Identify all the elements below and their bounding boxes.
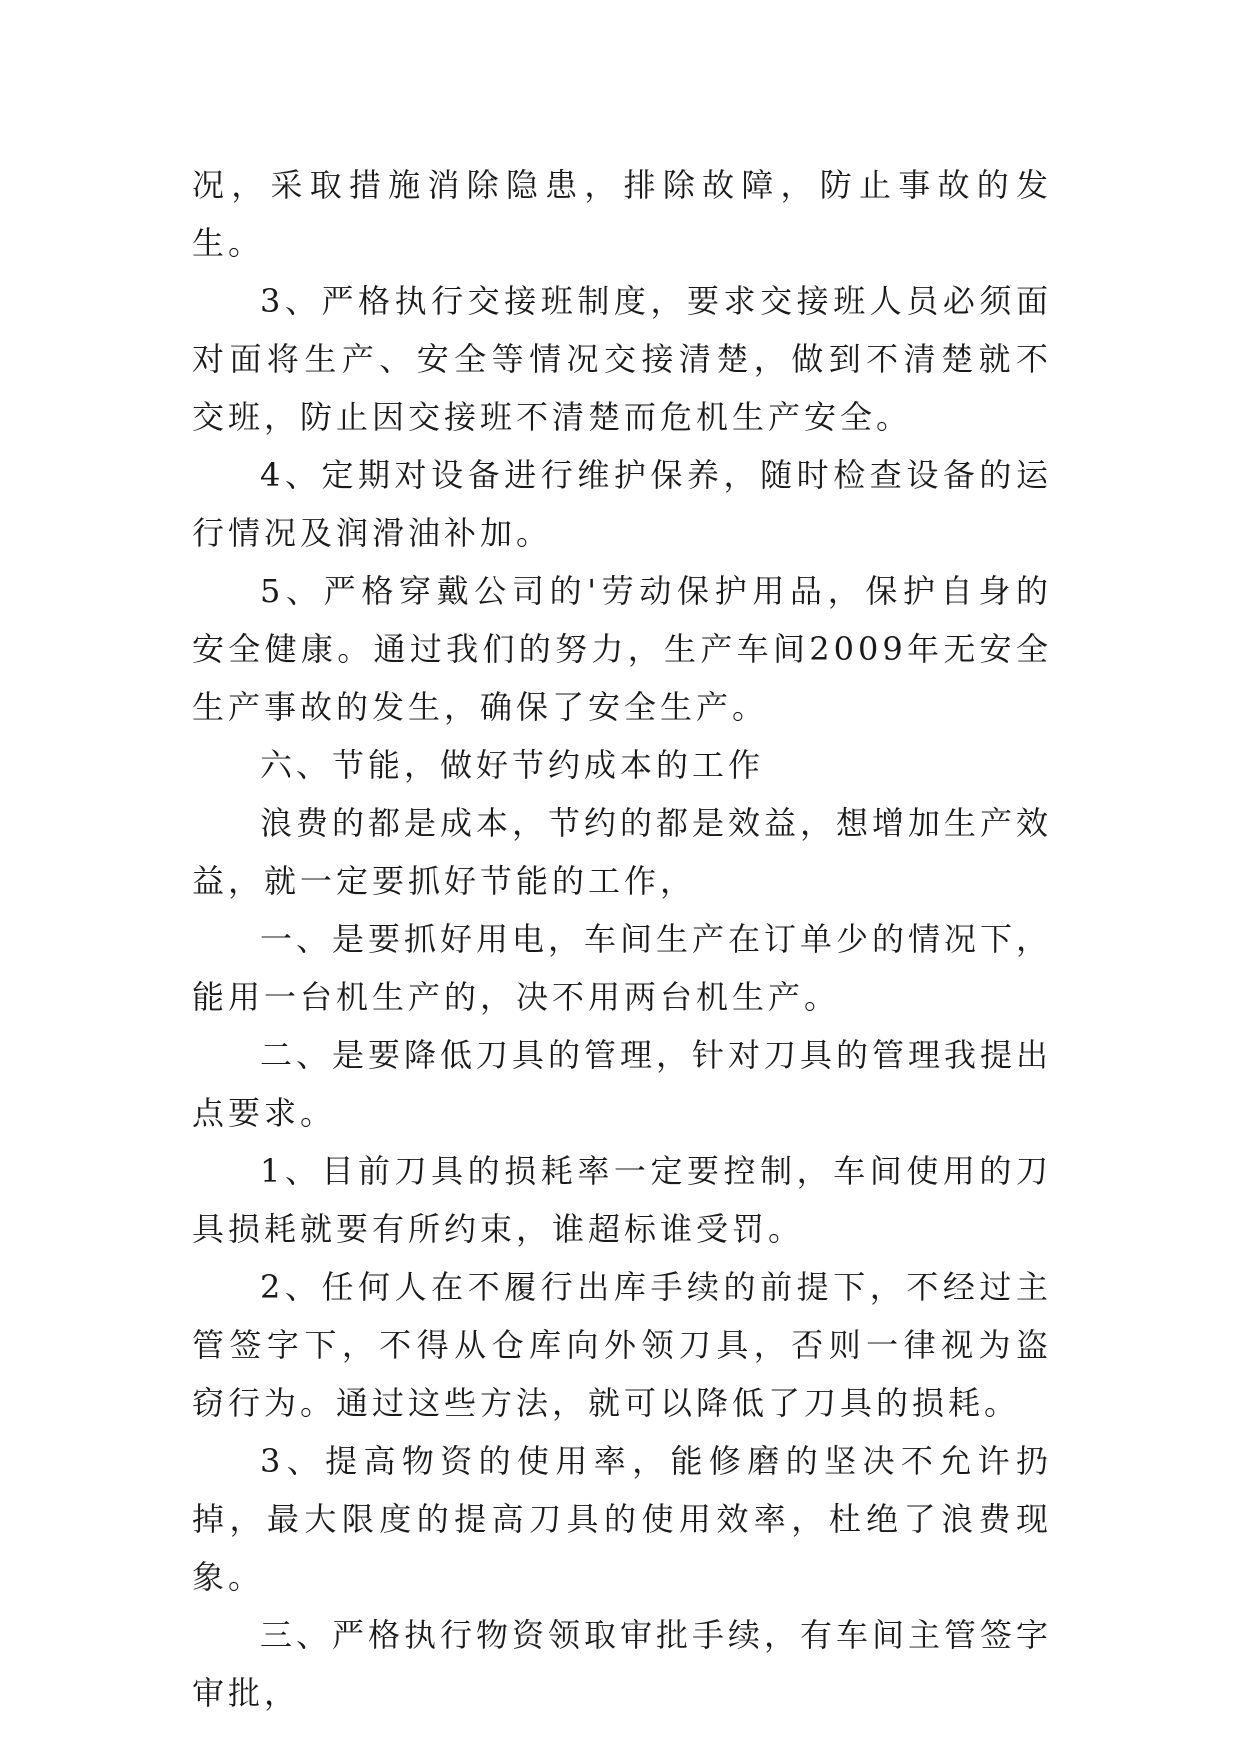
paragraph: 3、严格执行交接班制度，要求交接班人员必须面对面将生产、安全等情况交接清楚，做到不清楚就不交班，防止因交接班不清楚而危机生产安全。 (192, 282, 1052, 436)
paragraph: 2、任何人在不履行出库手续的前提下，不经过主管签字下，不得从仓库向外领刀具，否则一律视为盗窃行为。通过这些方法，就可以降低了刀具的损耗。 (192, 1268, 1052, 1422)
paragraph: 二、是要降低刀具的管理，针对刀具的管理我提出点要求。 (192, 1036, 1053, 1132)
paragraph: 三、严格执行物资领取审批手续，有车间主管签字审批， (192, 1616, 1053, 1712)
document-body (192, 156, 1052, 1722)
paragraph: 浪费的都是成本，节约的都是效益，想增加生产效益，就一定要抓好节能的工作， (192, 804, 1053, 900)
paragraph: 况，采取措施消除隐患，排除故障，防止事故的发生。 (192, 166, 1052, 262)
paragraph: 1、目前刀具的损耗率一定要控制，车间使用的刀具损耗就要有所约束，谁超标谁受罚。 (192, 1152, 1052, 1248)
section-heading: 六、节能，做好节约成本的工作 (260, 746, 765, 784)
paragraph: 一、是要抓好用电，车间生产在订单少的情况下，能用一台机生产的，决不用两台机生产。 (192, 920, 1053, 1016)
paragraph: 5、严格穿戴公司的'劳动保护用品，保护自身的安全健康。通过我们的努力，生产车间2009年无安全生产事故的发生，确保了安全生产。 (192, 572, 1052, 726)
paragraph: 4、定期对设备进行维护保养，随时检查设备的运行情况及润滑油补加。 (192, 456, 1052, 552)
paragraph: 3、提高物资的使用率，能修磨的坚决不允许扔掉，最大限度的提高刀具的使用效率，杜绝了浪费现象。 (192, 1442, 1052, 1596)
